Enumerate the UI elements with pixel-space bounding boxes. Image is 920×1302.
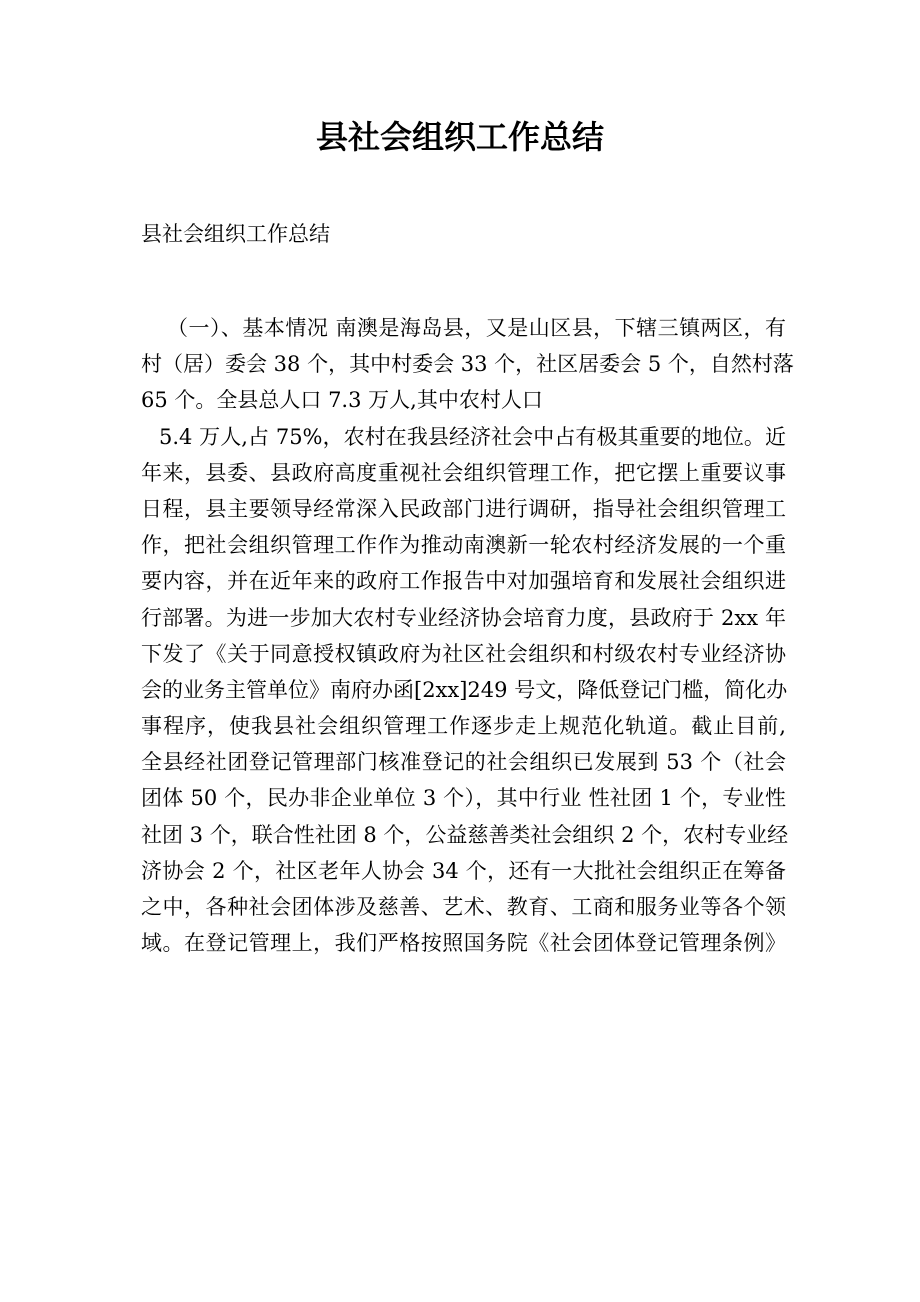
body-line: 年来，县委、县政府高度重视社会组织管理工作，把它摆上重要议事 [141,460,786,485]
body-line: 5.4 万人,占 75%，农村在我县经济社会中占有极其重要的地位。近 [159,424,786,449]
body-line: 要内容，并在近年来的政府工作报告中对加强培育和发展社会组织进 [141,569,786,594]
body-line: 域。在登记管理上，我们严格按照国务院《社会团体登记管理条例》 [141,931,786,956]
body-line: 事程序，使我县社会组织管理工作逐步走上规范化轨道。截止目前, [141,714,786,739]
body-line: 村（居）委会 38 个，其中村委会 33 个，社区居委会 5 个，自然村落 [141,352,794,377]
body-line: 下发了《关于同意授权镇政府为社区社会组织和村级农村专业经济协 [141,641,786,666]
body-line: 日程，县主要领导经常深入民政部门进行调研，指导社会组织管理工 [141,496,786,521]
body-line: 行部署。为进一步加大农村专业经济协会培育力度，县政府于 2xx 年 [141,605,786,630]
body-line: 之中，各种社会团体涉及慈善、艺术、教育、工商和服务业等各个领 [141,895,786,919]
body-line: 作，把社会组织管理工作作为推动南澳新一轮农村经济发展的一个重 [141,533,786,558]
document-body [141,310,794,961]
body-line: 社团 3 个，联合性社团 8 个，公益慈善类社会组织 2 个，农村专业经 [141,822,789,847]
document-subtitle: 县社会组织工作总结 [141,222,330,246]
document-title: 县社会组织工作总结 [315,118,604,156]
body-line: 团体 50 个，民办非企业单位 3 个），其中行业 性社团 1 个，专业性 [141,786,786,811]
body-line: 65 个。全县总人口 7.3 万人,其中农村人口 [141,388,543,413]
body-line: 全县经社团登记管理部门核准登记的社会组织已发展到 53 个（社会 [141,750,786,775]
body-line: （一）、基本情况 南澳是海岛县，又是山区县，下辖三镇两区，有 [167,316,786,340]
body-line: 济协会 2 个，社区老年人协会 34 个，还有一大批社会组织正在筹备 [141,858,786,883]
body-line: 会的业务主管单位》南府办函[2xx]249 号文，降低登记门槛，简化办 [141,677,788,702]
